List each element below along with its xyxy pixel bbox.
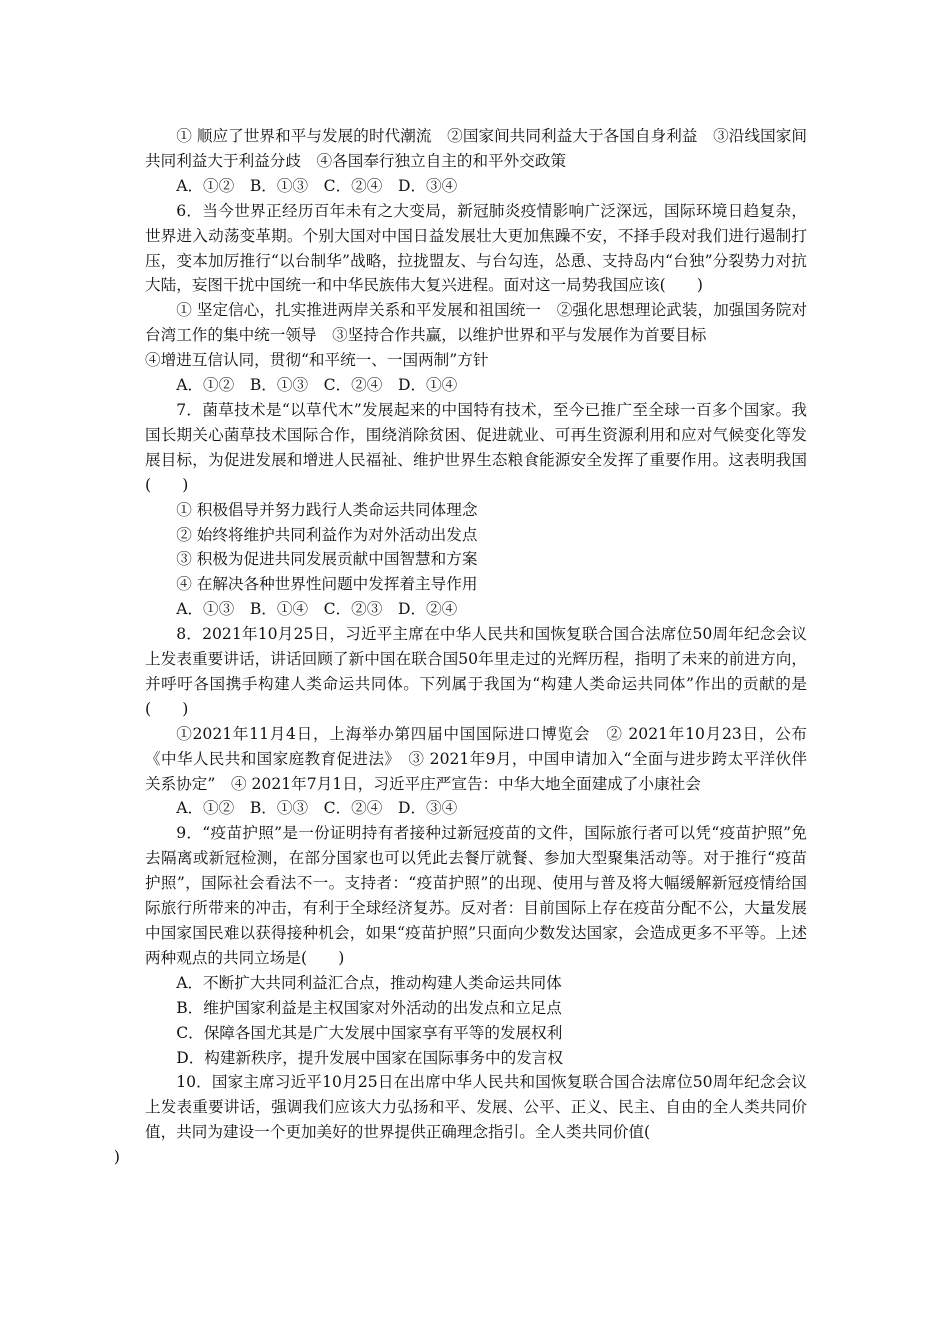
q9-option-c: C．保障各国尤其是广大发展中国家享有平等的发展权利 — [176, 1023, 563, 1042]
q6-statements — [145, 298, 807, 373]
q6-options: A．①② B．①③ C．②④ D．①④ — [176, 376, 458, 395]
q6-statements-b: ④增进互信认同，贯彻“和平统一、一国两制”方针 — [145, 351, 489, 370]
q8-options: A．①② B．①③ C．②④ D．③④ — [176, 799, 458, 818]
q10-stem-text: 10．国家主席习近平10月25日在出席中华人民共和国恢复联合国合法席位50周年纪念会议上发表重要讲话，强调我们应该大力弘扬和平、发展、公平、正义、民主、自由的全人类共同价值，共同为建设一个更加美好的世界提供正确理念指引。全人类共同价值( — [145, 1073, 807, 1142]
q7-statement-3: ③ 积极为促进共同发展贡献中国智慧和方案 — [176, 550, 478, 569]
q7-statement-4: ④ 在解决各种世界性问题中发挥着主导作用 — [176, 575, 478, 594]
q7-options: A．①③ B．①④ C．②③ D．②④ — [176, 600, 458, 619]
q10-stem-tail: ) — [113, 1148, 120, 1167]
q9-option-a: A．不断扩大共同利益汇合点，推动构建人类命运共同体 — [176, 973, 562, 992]
q5-options: A．①② B．①③ C．②④ D．③④ — [176, 176, 458, 195]
q7-statement-1: ① 积极倡导并努力践行人类命运共同体理念 — [176, 500, 478, 519]
q9-stem: 9．“疫苗护照”是一份证明持有者接种过新冠疫苗的文件，国际旅行者可以凭“疫苗护照”免去隔离或新冠检测，在部分国家也可以凭此去餐厅就餐、参加大型聚集活动等。对于推行“疫苗护照”，国际社会看法不一。支持者：“疫苗护照”的出现、使用与普及将大幅缓解新冠疫情给国际旅行所带来的冲击，有利于全球经济复苏。反对者：目前国际上存在疫苗分配不公，大量发展中国家国民难以获得接种机会，如果“疫苗护照”只面向少数发达国家，会造成更多不平等。上述两种观点的共同立场是( ) — [145, 824, 807, 967]
q8-statements: ①2021年11月4日，上海举办第四届中国国际进口博览会 ② 2021年10月23日，公布《中华人民共和国家庭教育促进法》 ③ 2021年9月，中国申请加入“全面与进步跨太平洋伙伴关系协定” ④ 2021年7月1日，习近平庄严宣告：中华大地全面建成了小康社会 — [145, 724, 807, 793]
q6-statements-a: ① 坚定信心，扎实推进两岸关系和平发展和祖国统一 ②强化思想理论武装，加强国务院对台湾工作的集中统一领导 ③坚持合作共赢，以维护世界和平与发展作为首要目标 — [145, 301, 807, 345]
q7-statement-2: ② 始终将维护共同利益作为对外活动出发点 — [176, 525, 478, 544]
q9-option-d: D．构建新秩序，提升发展中国家在国际事务中的发言权 — [176, 1048, 563, 1067]
q7-stem: 7．菌草技术是“以草代木”发展起来的中国特有技术，至今已推广至全球一百多个国家。我国长期关心菌草技术国际合作，围绕消除贫困、促进就业、可再生资源利用和应对气候变化等发展目标，为促进发展和增进人民福祉、维护世界生态粮食能源安全发挥了重要作用。这表明我国( ) — [145, 400, 807, 494]
q8-stem: 8．2021年10月25日，习近平主席在中华人民共和国恢复联合国合法席位50周年纪念会议上发表重要讲话，讲话回顾了新中国在联合国50年里走过的光辉历程，指明了未来的前进方向，并呼吁各国携手构建人类命运共同体。下列属于我国为“构建人类命运共同体”作出的贡献的是( ) — [145, 625, 807, 718]
q6-stem: 6．当今世界正经历百年未有之大变局，新冠肺炎疫情影响广泛深远，国际环境日趋复杂，世界进入动荡变革期。个别大国对中国日益发展壮大更加焦躁不安，不择手段对我们进行遏制打压，变本加厉推行“以台制华”战略，拉拢盟友、与台勾连，怂恿、支持岛内“台独”分裂势力对抗大陆，妄图干扰中国统一和中华民族伟大复兴进程。面对这一局势我国应该( ) — [145, 201, 807, 295]
exam-page — [113, 124, 807, 1170]
q5-statements: ① 顺应了世界和平与发展的时代潮流 ②国家间共同利益大于各国自身利益 ③沿线国家间共同利益大于利益分歧 ④各国奉行独立自主的和平外交政策 — [145, 127, 807, 170]
q10-stem — [113, 1070, 807, 1170]
q9-option-b: B．维护国家利益是主权国家对外活动的出发点和立足点 — [176, 998, 562, 1017]
